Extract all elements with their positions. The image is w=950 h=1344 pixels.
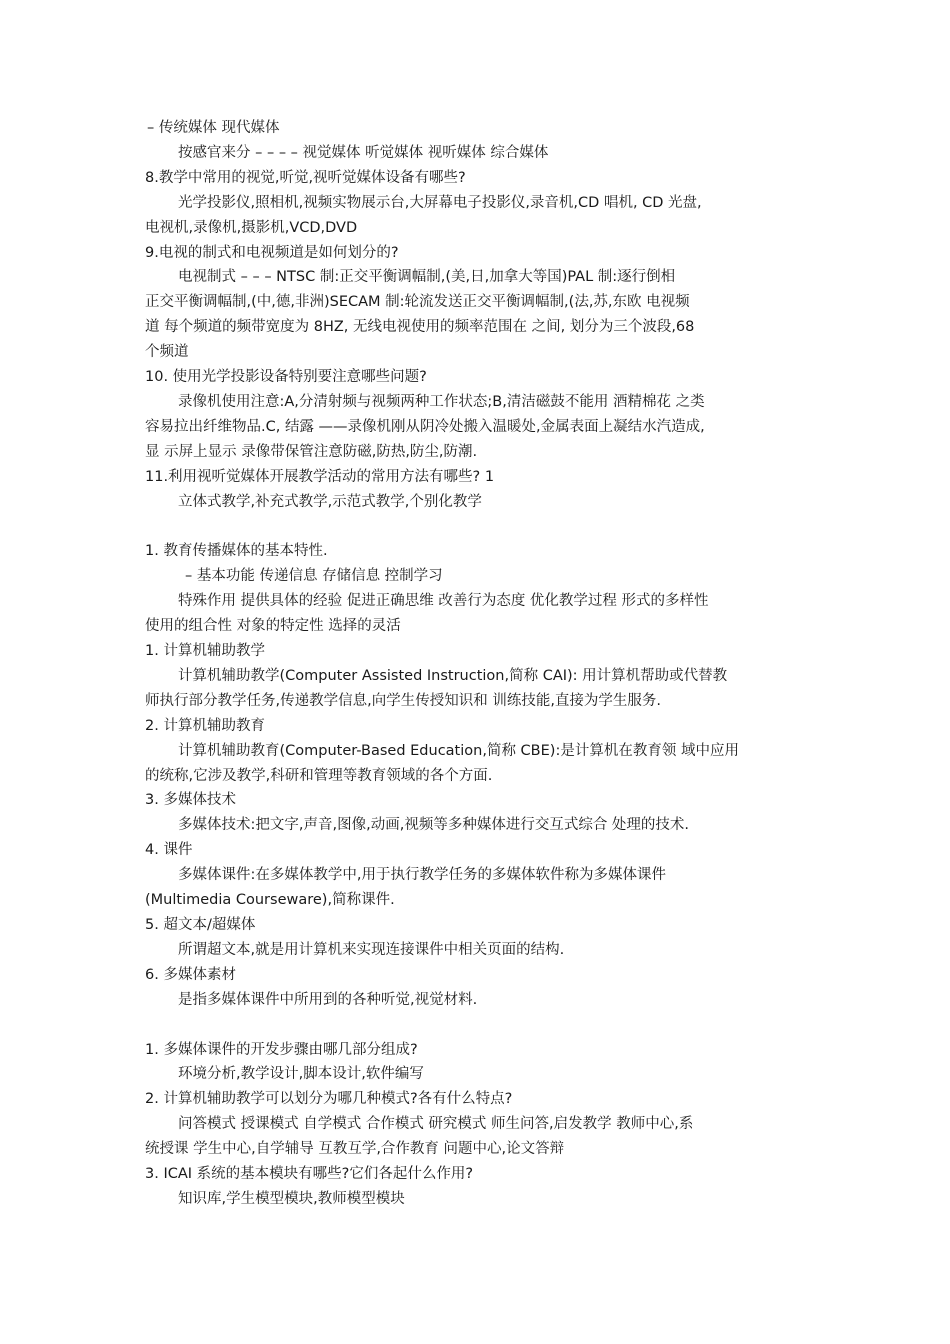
text-line: 4. 课件	[145, 842, 193, 859]
blank-line	[145, 515, 810, 540]
text-line: 统授课 学生中心,自学辅导 互教互学,合作教育 问题中心,论文答辩	[145, 1141, 565, 1158]
text-line: 正交平衡调幅制,(中,德,非洲)SECAM 制:轮流发送正交平衡调幅制,(法,苏,东欧 电视频	[145, 294, 690, 311]
text-line: 5. 超文本/超媒体	[145, 916, 256, 933]
text-line: 容易拉出纤维物品.C, 结露 ——录像机刚从阴冷处搬入温暖处,金属表面上凝结水汽造成,	[145, 418, 705, 435]
text-line: 多媒体课件:在多媒体教学中,用于执行教学任务的多媒体软件称为多媒体课件	[178, 867, 666, 884]
text-line: 2. 计算机辅助教育	[145, 717, 265, 734]
text-line: 师执行部分教学任务,传递教学信息,向学生传授知识和 训练技能,直接为学生服务.	[145, 692, 662, 709]
blank-line	[145, 1013, 810, 1038]
text-line: – 基本功能 传递信息 存储信息 控制学习	[185, 568, 443, 585]
text-line: 11.利用视听觉媒体开展教学活动的常用方法有哪些? 1	[145, 468, 495, 485]
text-line: 9.电视的制式和电视频道是如何划分的?	[145, 244, 399, 261]
text-line: 道 每个频道的频带宽度为 8HZ, 无线电视使用的频率范围在 之间, 划分为三个波段,68	[145, 319, 695, 336]
text-line: 特殊作用 提供具体的经验 促进正确思维 改善行为态度 优化教学过程 形式的多样性	[178, 593, 709, 610]
text-line: 电视机,录像机,摄影机,VCD,DVD	[145, 219, 358, 236]
text-line: 电视制式 – – – NTSC 制:正交平衡调幅制,(美,日,加拿大等国)PAL 制:逐行倒相	[178, 269, 676, 286]
text-line: 8.教学中常用的视觉,听觉,视听觉媒体设备有哪些?	[145, 169, 466, 186]
text-line: 计算机辅助教学(Computer Assisted Instruction,简称 CAI): 用计算机帮助或代替教	[178, 667, 728, 684]
text-line: 环境分析,教学设计,脚本设计,软件编写	[178, 1066, 424, 1083]
text-line: 3. 多媒体技术	[145, 792, 236, 809]
text-line: 光学投影仪,照相机,视频实物展示台,大屏幕电子投影仪,录音机,CD 唱机, CD 光盘,	[178, 194, 702, 211]
text-line: 2. 计算机辅助教学可以划分为哪几种模式?各有什么特点?	[145, 1091, 513, 1108]
text-line: 按感官来分 – – – – 视觉媒体 听觉媒体 视听媒体 综合媒体	[178, 144, 549, 161]
text-line: 个频道	[145, 344, 189, 361]
text-line: 是指多媒体课件中所用到的各种听觉,视觉材料.	[178, 991, 478, 1008]
text-line: 3. ICAI 系统的基本模块有哪些?它们各起什么作用?	[145, 1166, 474, 1183]
text-line: 使用的组合性 对象的特定性 选择的灵活	[145, 618, 401, 635]
text-line: 10. 使用光学投影设备特别要注意哪些问题?	[145, 369, 427, 386]
text-line: 6. 多媒体素材	[145, 966, 236, 983]
text-line: (Multimedia Courseware),简称课件.	[145, 892, 395, 909]
text-line: 知识库,学生模型模块,教师模型模块	[178, 1190, 405, 1207]
text-line: 的统称,它涉及教学,科研和管理等教育领域的各个方面.	[145, 767, 493, 784]
text-line: 录像机使用注意:A,分清射频与视频两种工作状态;B,清洁磁鼓不能用 酒精棉花 之类	[178, 393, 705, 410]
text-line: 立体式教学,补充式教学,示范式教学,个别化教学	[178, 493, 482, 510]
text-line: 显 示屏上显示 录像带保管注意防磁,防热,防尘,防潮.	[145, 443, 478, 460]
text-line: 1. 教育传播媒体的基本特性.	[145, 543, 328, 560]
text-line: – 传统媒体 现代媒体	[147, 120, 280, 136]
document-body	[145, 116, 810, 1212]
text-line: 所谓超文本,就是用计算机来实现连接课件中相关页面的结构.	[178, 941, 565, 958]
text-line: 计算机辅助教育(Computer-Based Education,简称 CBE):是计算机在教育领 域中应用	[178, 742, 739, 759]
text-line: 问答模式 授课模式 自学模式 合作模式 研究模式 师生问答,启发教学 教师中心,系	[178, 1116, 694, 1133]
text-line: 1. 多媒体课件的开发步骤由哪几部分组成?	[145, 1041, 418, 1058]
text-line: 1. 计算机辅助教学	[145, 643, 265, 660]
text-line: 多媒体技术:把文字,声音,图像,动画,视频等多种媒体进行交互式综合 处理的技术.	[178, 817, 690, 834]
